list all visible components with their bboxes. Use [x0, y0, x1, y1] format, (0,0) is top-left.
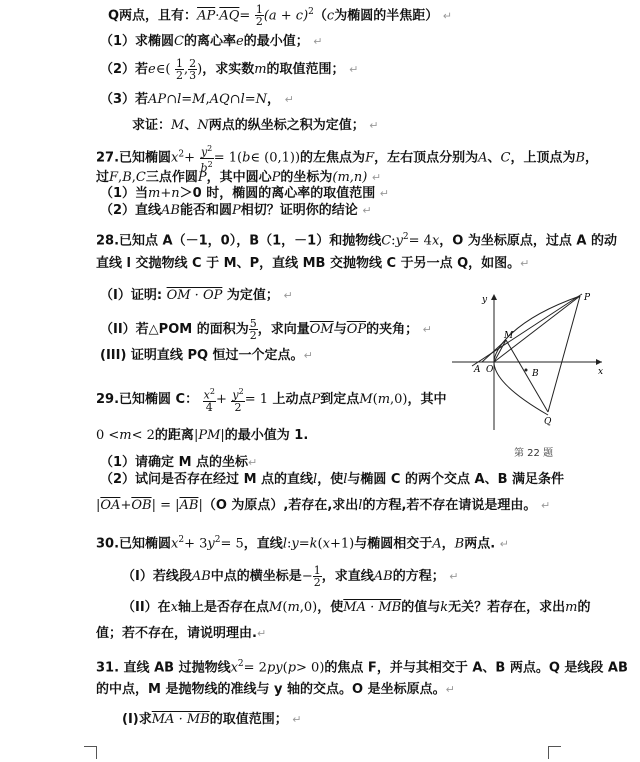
q28-part1: （I）证明: OM · OP 为定值； ↵	[100, 288, 293, 303]
q29-line2: 0 <m< 2的距离|PM|的最小值为 1.	[96, 428, 309, 443]
q27-line1: 27.已知椭圆$x^2+$ $\frac{y^2}{b^2}$ = 1(b∈ (0,1))的左焦点为F，左右顶点分别为A、C，上顶点为B，	[96, 144, 599, 175]
parabola-figure	[452, 290, 612, 440]
q26-part2: （2）若e∈( $\frac{1}{2}$ , $\frac{2}{3}$ )，求实数m的取值范围； ↵	[100, 57, 359, 82]
page-corner-right	[548, 746, 561, 759]
q28-part2: （II）若△POM 的面积为 $\frac{5}{2}$ ，求向量$\overline{OM}$与$\overline{OP}$的夹角； ↵	[100, 317, 432, 342]
q31-line1: 31. 直线 AB 过抛物线$x^2= 2py(p> 0)$的焦点 F，并与其相交于 A、B 两点。Q 是线段 AB	[96, 659, 628, 676]
page-corner-left	[84, 746, 97, 759]
q28-line1: 28.已知点 A（－1，0），B（1，－1）和抛物线$C:y^2= 4x$，O 为坐标原点，过点 A 的动	[96, 232, 617, 249]
q30-part2b: 值；若不存在，请说明理由.↵	[96, 626, 267, 641]
label-O: O	[486, 365, 494, 375]
figure-caption: 第 22 题	[514, 448, 554, 459]
q31-part1: (I)求MA · MB的取值范围； ↵	[122, 712, 302, 727]
label-M: M	[504, 331, 514, 341]
q28-part3: (III) 证明直线 PQ 恒过一个定点。↵	[100, 348, 313, 363]
label-P: P	[584, 293, 591, 303]
line-MQ	[506, 340, 548, 412]
q29-part1: （1）请确定 M 点的坐标↵	[100, 455, 258, 470]
q27-part2: （2）直线AB能否和圆P相切？证明你的结论 ↵	[100, 203, 372, 218]
q26-proof: 求证：M、N两点的纵坐标之积为定值； ↵	[132, 118, 379, 133]
q29-part2b: $|\overline{OA}+\overline{OB}| = |\overline{AB}|(O$ 为原点）,若存在,求出l的方程,若不存在请说是理由。 ↵	[96, 498, 551, 513]
q26-part3: （3）若AP∩l=M,AQ∩l=N， ↵	[100, 92, 294, 107]
q29-line1: 29.已知椭圆 C： $\frac{x^2}{4}$ + $\frac{y^2}{2}$ = 1 上动点P到定点M(m,0)，其中	[96, 387, 447, 414]
q31-line2: 的中点，M 是抛物线的准线与 y 轴的交点。O 是坐标原点。↵	[96, 682, 455, 697]
q27-line2: 过F,B,C三点作圆P，其中圆心P的坐标为(m,n) ↵	[96, 170, 382, 185]
q30-line1: 30.已知椭圆$x^2+ 3y^2= 5$，直线l:y=k(x+1)与椭圆相交于A，B两点. ↵	[96, 535, 509, 552]
q29-part2a: （2）试问是否存在经过 M 点的直线l，使l与椭圆 C 的两个交点 A、B 满足条件	[100, 472, 565, 487]
fraction-half: $\frac{1}{2}$	[255, 3, 263, 29]
label-B: B	[532, 369, 539, 379]
line-OP	[494, 296, 580, 362]
x-axis-arrow	[596, 359, 602, 365]
label-Q: Q	[544, 417, 552, 427]
parabola-curve	[494, 296, 580, 415]
q30-part2a: （II）在x轴上是否存在点M(m,0)，使MA · MB的值与k无关？若存在，求出m的	[122, 600, 591, 615]
q27-part1: （1）当m+n＞0 时，椭圆的离心率的取值范围 ↵	[100, 186, 389, 201]
label-y: y	[482, 295, 488, 305]
point-B	[525, 369, 528, 372]
q30-part1: （I）若线段AB中点的横坐标是− $\frac{1}{2}$ ，求直线AB的方程； ↵	[122, 564, 459, 589]
label-x: x	[598, 367, 604, 377]
line-AP	[472, 294, 582, 366]
label-A: A	[474, 365, 481, 375]
q26-condition: Q两点，且有：$\overline{AP}\cdot\overline{AQ}=$ $\frac{1}{2}$ $(a + c)^2(c$为椭圆的半焦距） ↵	[108, 3, 452, 29]
y-axis-arrow	[491, 294, 497, 300]
q26-part1: （1）求椭圆C的离心率e的最小值； ↵	[100, 34, 323, 49]
q28-line2: 直线 l 交抛物线 C 于 M、P，直线 MB 交抛物线 C 于另一点 Q，如图。↵	[96, 256, 530, 271]
